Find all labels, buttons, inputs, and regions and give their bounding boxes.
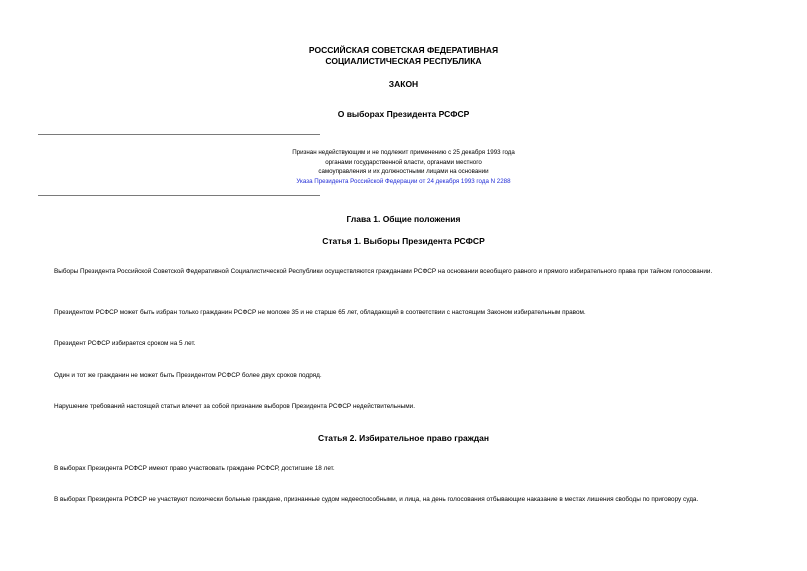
article-paragraph: В выборах Президента РСФСР имеют право участвовать граждане РСФСР, достигшие 18 лет. (54, 465, 335, 472)
article-paragraph: В выборах Президента РСФСР не участвуют психически больные граждане, признанные судом недееспособными, и лица, на день голосования отбывающие наказание в местах лишения свободы по приговору суда. (54, 496, 699, 503)
divider-top (38, 134, 320, 135)
document-type: ЗАКОН (388, 79, 419, 89)
article-paragraph: Выборы Президента Российской Советской Федеративной Социалистической Республики осуществляются гражданами РСФСР на основании всеобщего равного и прямого избирательного права при тайном голосовании. (54, 268, 713, 275)
status-note (0, 148, 807, 186)
divider-bottom (38, 195, 320, 196)
status-note-line: Признан недействующим и не подлежит применению с 25 декабря 1993 года (292, 149, 515, 156)
article-title: Статья 1. Выборы Президента РСФСР (322, 236, 485, 246)
article-paragraph: Президентом РСФСР может быть избран только гражданин РСФСР не моложе 35 и не старше 65 лет, обладающий в соответствии с настоящим Законом избирательным правом. (54, 309, 586, 316)
chapter-title: Глава 1. Общие положения (346, 214, 461, 224)
article-paragraph: Президент РСФСР избирается сроком на 5 лет. (54, 340, 196, 347)
document-title: О выборах Президента РСФСР (337, 109, 470, 119)
status-note-line: органами государственной власти, органами местного (325, 158, 482, 166)
article-paragraph: Нарушение требований настоящей статьи влечет за собой признание выборов Президента РСФСР недействительными. (54, 403, 415, 410)
republic-name-line1: РОССИЙСКАЯ СОВЕТСКАЯ ФЕДЕРАТИВНАЯ (308, 45, 499, 55)
article-title: Статья 2. Избирательное право граждан (317, 433, 490, 443)
decree-link[interactable]: Указа Президента Российской Федерации от 24 декабря 1993 года N 2288 (296, 177, 511, 185)
article-paragraph: Один и тот же гражданин не может быть Президентом РСФСР более двух сроков подряд. (54, 372, 322, 379)
republic-name-line2: СОЦИАЛИСТИЧЕСКАЯ РЕСПУБЛИКА (325, 56, 482, 66)
status-note-line: самоуправления и их должностными лицами на основании (318, 168, 489, 175)
